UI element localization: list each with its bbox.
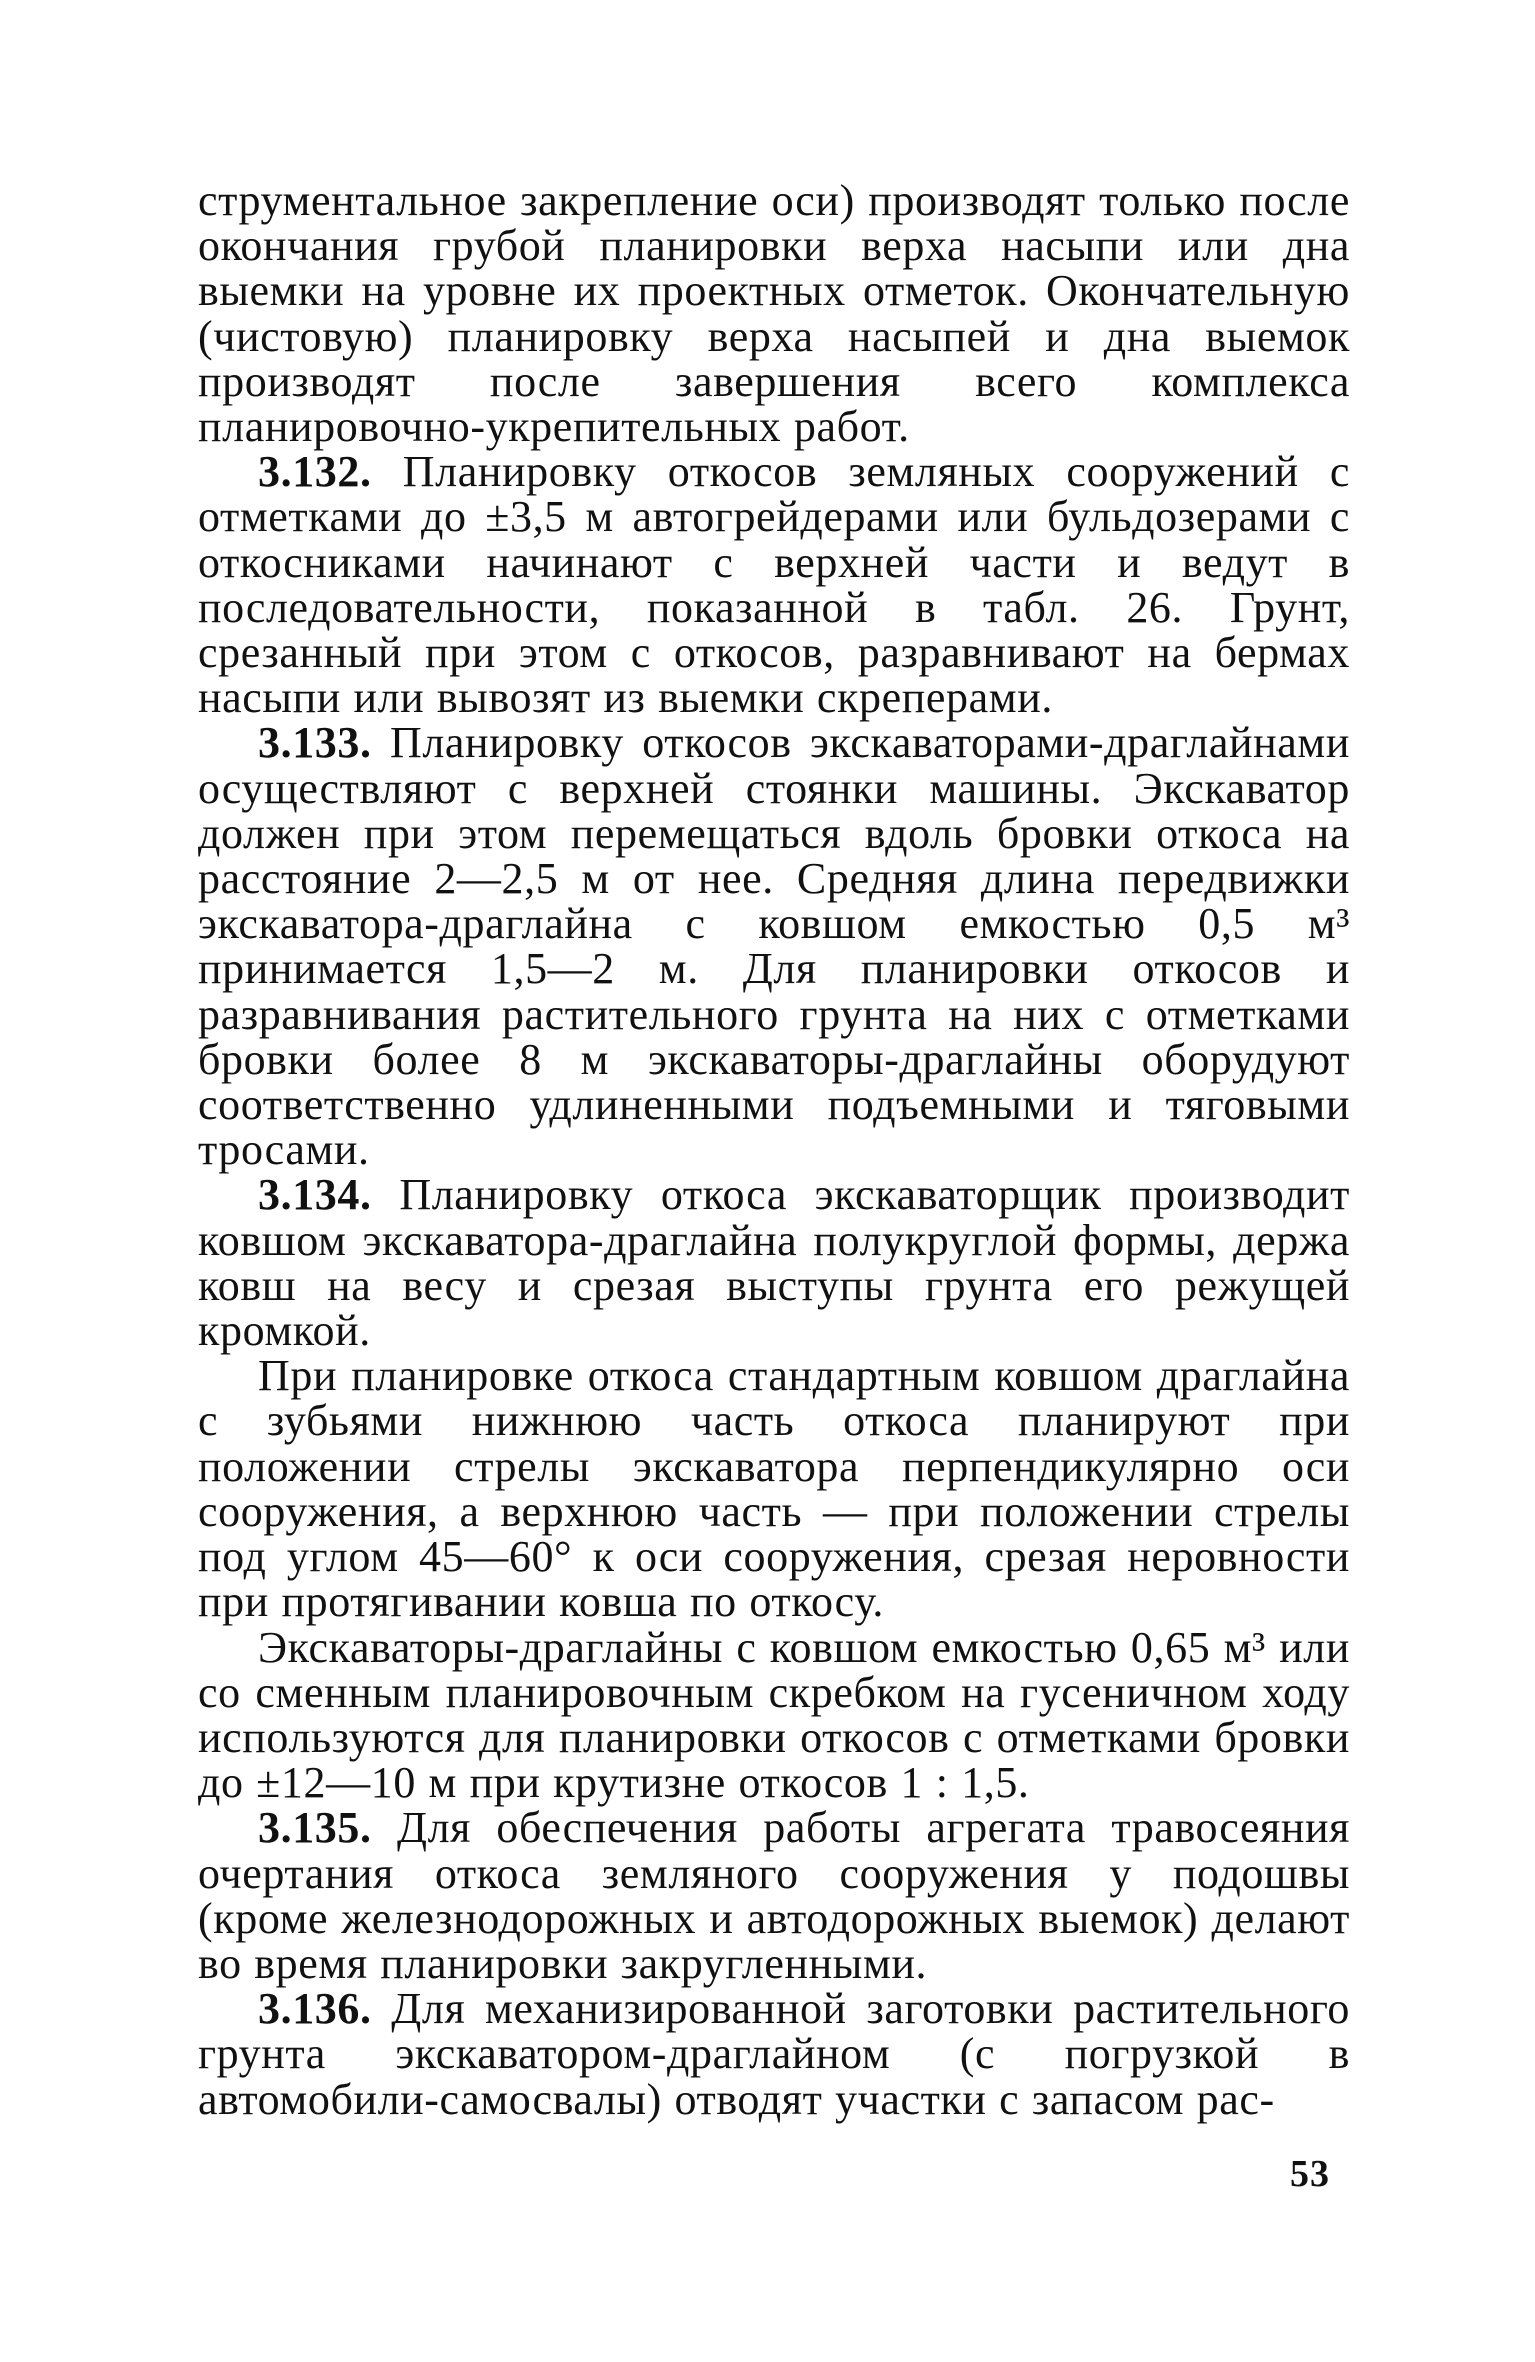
paragraph-text: Планировку откосов земляных сооружений с отметками до ±3,5 м автогрейдерами или бульдозерами с откосниками начинают с верхней части и ведут в последовательности, показанной в табл. 26. Грунт, срезанный при этом с откосов, разравнивают на бермах насыпи или вывозят из выемки скреперами. <box>198 447 1350 723</box>
paragraph-3-135 <box>198 1805 1350 1986</box>
paragraph-3-132 <box>198 447 1350 723</box>
paragraph-3-136 <box>198 1986 1350 2122</box>
paragraph-dragline-scraper <box>198 1622 1350 1808</box>
page-text <box>198 178 1350 2122</box>
paragraph-text: Планировку откоса экскаваторщик производит ковшом экскаватора-драглайна полукруглой формы, держа ковш на весу и срезая выступы грунта его режущей кромкой. <box>198 1170 1350 1356</box>
page-number: 53 <box>1290 2153 1330 2195</box>
paragraph-text: Планировку откосов экскаваторами-драглайнами осуществляют с верхней стоянки машины. Экскаватор должен при этом перемещаться вдоль бровки откоса на расстояние 2—2,5 м от нее. Средняя длина передвижки экскаватора-драглайна с ковшом емкостью 0,5 м³ принимается 1,5—2 м. Для планировки откосов и разравнивания растительного грунта на них с отметками бровки более 8 м экскаваторы-драглайны оборудуют соответственно удлиненными подъемными и тяговыми тросами. <box>198 718 1350 1175</box>
paragraph-text: Экскаваторы-драглайны с ковшом емкостью 0,65 м³ или со сменным планировочным скребком на гусеничном ходу используются для планировки откосов с отметками бровки до ±12—10 м при крутизне откосов 1 : 1,5. <box>198 1622 1350 1808</box>
paragraph-number: 3.134. <box>258 1170 372 1220</box>
paragraph-continuation <box>198 176 1350 452</box>
paragraph-3-134 <box>198 1170 1350 1356</box>
paragraph-number: 3.136. <box>258 1984 372 2034</box>
paragraph-number: 3.132. <box>258 447 372 497</box>
paragraph-text: струментальное закрепление оси) производят только после окончания грубой планировки верха насыпи или дна выемки на уровне их проектных отметок. Окончательную (чистовую) планировку верха насыпей и дна выемок производят после завершения всего комплекса планировочно-укрепительных работ. <box>198 176 1350 452</box>
paragraph-text: Для механизированной заготовки растительного грунта экскаватором-драглайном (с погрузкой в автомобили-самосвалы) отводят участки с запасом рас- <box>198 1984 1350 2124</box>
paragraph-number: 3.135. <box>258 1803 372 1853</box>
paragraph-number: 3.133. <box>258 718 372 768</box>
paragraph-dragline-standard-bucket <box>198 1351 1350 1627</box>
paragraph-3-133 <box>198 718 1350 1175</box>
paragraph-text: При планировке откоса стандартным ковшом драглайна с зубьями нижнюю часть откоса планируют при положении стрелы экскаватора перпендикулярно оси сооружения, а верхнюю часть — при положении стрелы под углом 45—60° к оси сооружения, срезая неровности при протягивании ковша по откосу. <box>198 1351 1350 1627</box>
paragraph-text: Для обеспечения работы агрегата травосеяния очертания откоса земляного сооружения у подошвы (кроме железнодорожных и автодорожных выемок) делают во время планировки закругленными. <box>198 1803 1350 1988</box>
